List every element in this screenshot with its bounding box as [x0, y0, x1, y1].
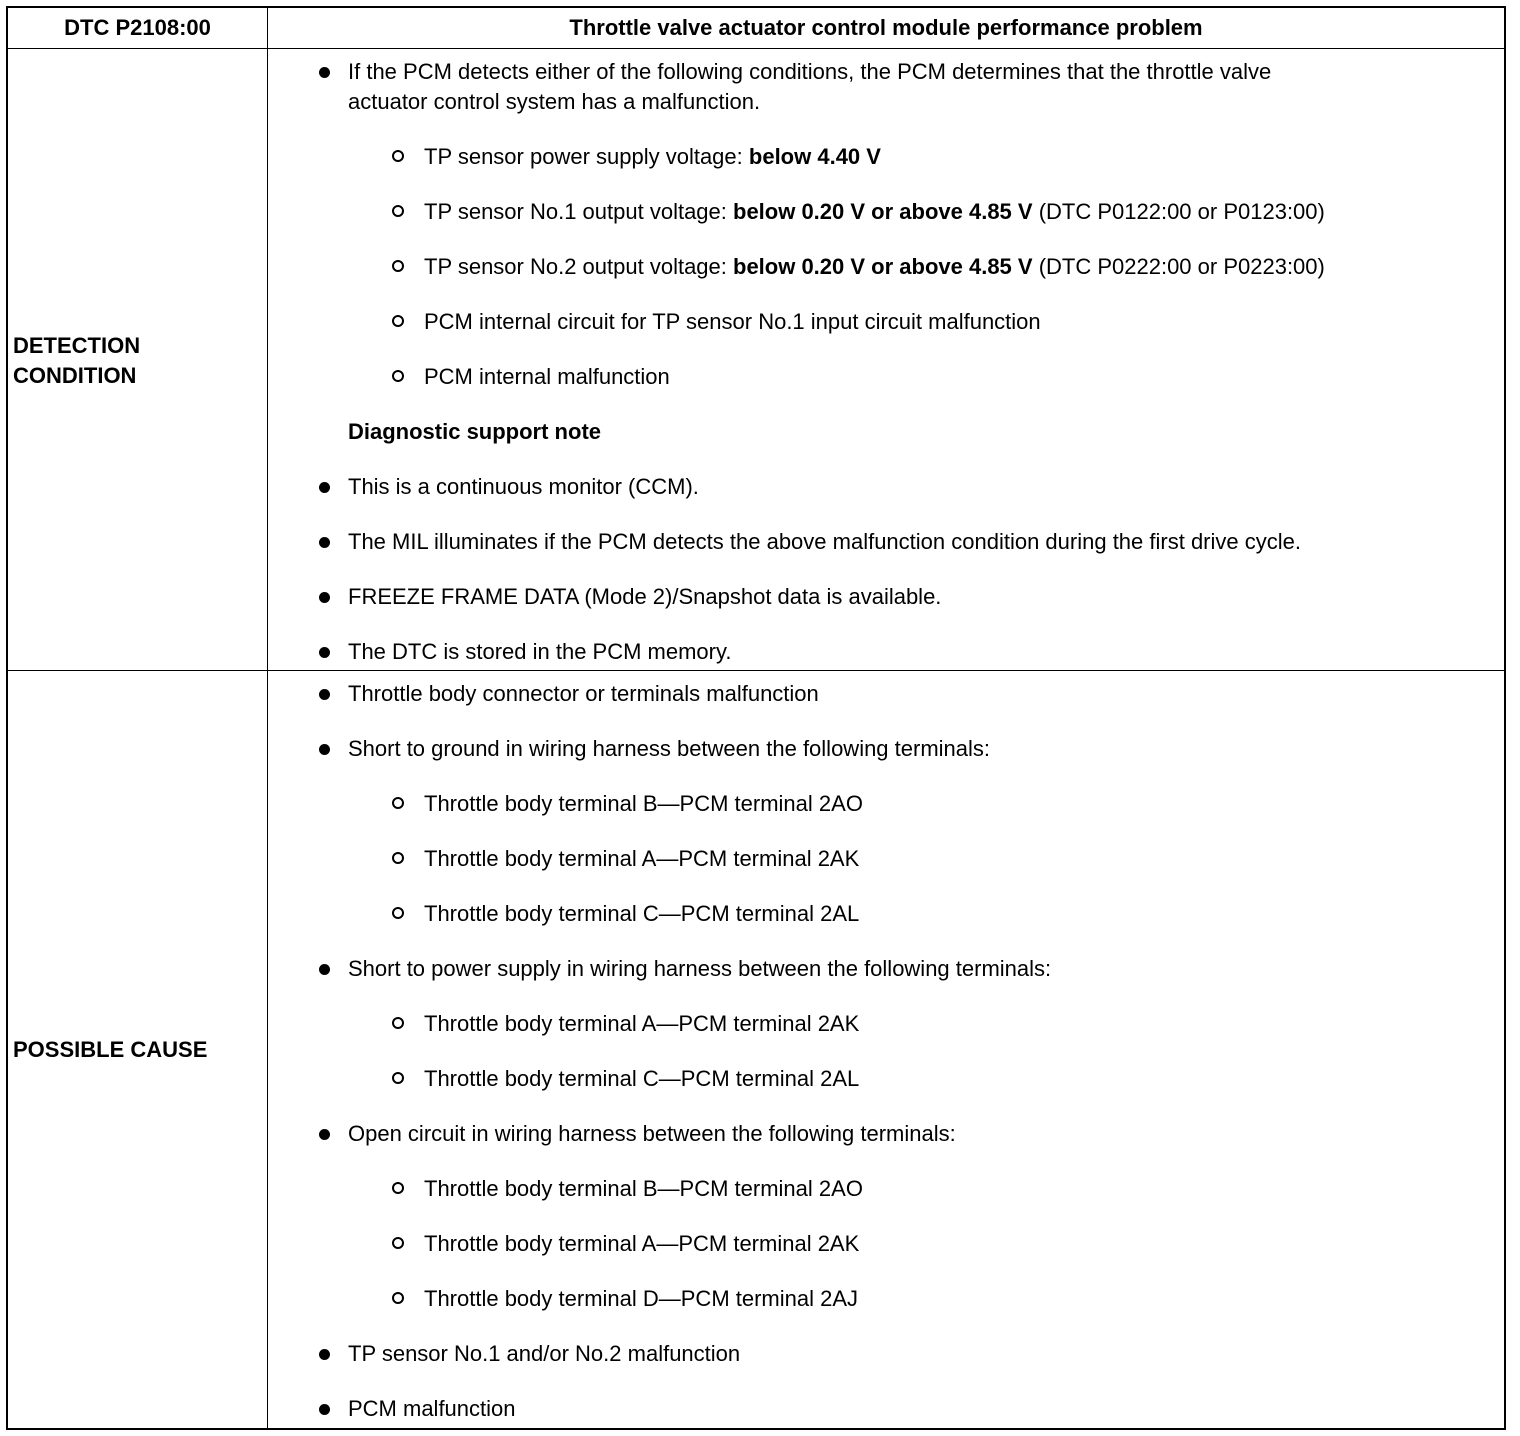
circle-bullet-icon: [392, 1072, 404, 1084]
bullet-icon: [319, 647, 330, 658]
row-divider: [8, 670, 1504, 671]
header-divider: [8, 48, 1504, 49]
dtc-code: DTC P2108:00: [64, 15, 211, 40]
circle-bullet-icon: [392, 1292, 404, 1304]
detection-intro-line2: actuator control system has a malfunction.: [348, 89, 761, 114]
cause-item: Open circuit in wiring harness between the following terminals:: [348, 1121, 956, 1146]
detection-label-line1: DETECTION: [13, 333, 141, 358]
circle-bullet-icon: [392, 260, 404, 272]
condition-item: PCM internal malfunction: [424, 364, 670, 389]
circle-bullet-icon: [392, 150, 404, 162]
bullet-icon: [319, 67, 330, 78]
circle-bullet-icon: [392, 1237, 404, 1249]
note-item: This is a continuous monitor (CCM).: [348, 474, 699, 499]
condition-item: TP sensor power supply voltage: below 4.40 V: [424, 144, 881, 169]
detection-label-line2: CONDITION: [13, 363, 137, 388]
terminal-item: Throttle body terminal B—PCM terminal 2AO: [424, 791, 863, 816]
cause-item: Short to ground in wiring harness between the following terminals:: [348, 736, 991, 761]
circle-bullet-icon: [392, 797, 404, 809]
circle-bullet-icon: [392, 315, 404, 327]
circle-bullet-icon: [392, 370, 404, 382]
circle-bullet-icon: [392, 907, 404, 919]
bullet-icon: [319, 1349, 330, 1360]
possible-cause-label: POSSIBLE CAUSE: [13, 1037, 208, 1062]
note-item: The DTC is stored in the PCM memory.: [348, 639, 732, 664]
bullet-icon: [319, 592, 330, 603]
terminal-item: Throttle body terminal A—PCM terminal 2AK: [424, 846, 860, 871]
diagnostic-note-heading: Diagnostic support note: [348, 419, 601, 444]
condition-item: TP sensor No.2 output voltage: below 0.20 V or above 4.85 V (DTC P0222:00 or P0223:00): [424, 254, 1325, 279]
terminal-item: Throttle body terminal C—PCM terminal 2AL: [424, 901, 860, 926]
terminal-item: Throttle body terminal A—PCM terminal 2AK: [424, 1011, 860, 1036]
bullet-icon: [319, 1404, 330, 1415]
detection-intro-line1: If the PCM detects either of the following conditions, the PCM determines that the throttle valve: [348, 59, 1272, 84]
cause-item: Short to power supply in wiring harness between the following terminals:: [348, 956, 1052, 981]
dtc-title: Throttle valve actuator control module performance problem: [569, 15, 1203, 40]
column-divider: [267, 8, 268, 1428]
bullet-icon: [319, 964, 330, 975]
bullet-icon: [319, 482, 330, 493]
note-item: FREEZE FRAME DATA (Mode 2)/Snapshot data is available.: [348, 584, 942, 609]
terminal-item: Throttle body terminal D—PCM terminal 2AJ: [424, 1286, 859, 1311]
note-item: The MIL illuminates if the PCM detects the above malfunction condition during the first drive cycle.: [348, 529, 1301, 554]
terminal-item: Throttle body terminal A—PCM terminal 2AK: [424, 1231, 860, 1256]
bullet-icon: [319, 1129, 330, 1140]
detection-condition-label: [13, 331, 140, 391]
circle-bullet-icon: [392, 205, 404, 217]
bullet-icon: [319, 689, 330, 700]
condition-item: PCM internal circuit for TP sensor No.1 input circuit malfunction: [424, 309, 1041, 334]
terminal-item: Throttle body terminal C—PCM terminal 2AL: [424, 1066, 860, 1091]
dtc-table: [6, 6, 1506, 1430]
cause-item: PCM malfunction: [348, 1396, 516, 1421]
terminal-item: Throttle body terminal B—PCM terminal 2AO: [424, 1176, 863, 1201]
cause-item: Throttle body connector or terminals malfunction: [348, 681, 819, 706]
circle-bullet-icon: [392, 1182, 404, 1194]
condition-item: TP sensor No.1 output voltage: below 0.20 V or above 4.85 V (DTC P0122:00 or P0123:00): [424, 199, 1325, 224]
cause-item: TP sensor No.1 and/or No.2 malfunction: [348, 1341, 741, 1366]
circle-bullet-icon: [392, 1017, 404, 1029]
bullet-icon: [319, 537, 330, 548]
bullet-icon: [319, 744, 330, 755]
circle-bullet-icon: [392, 852, 404, 864]
